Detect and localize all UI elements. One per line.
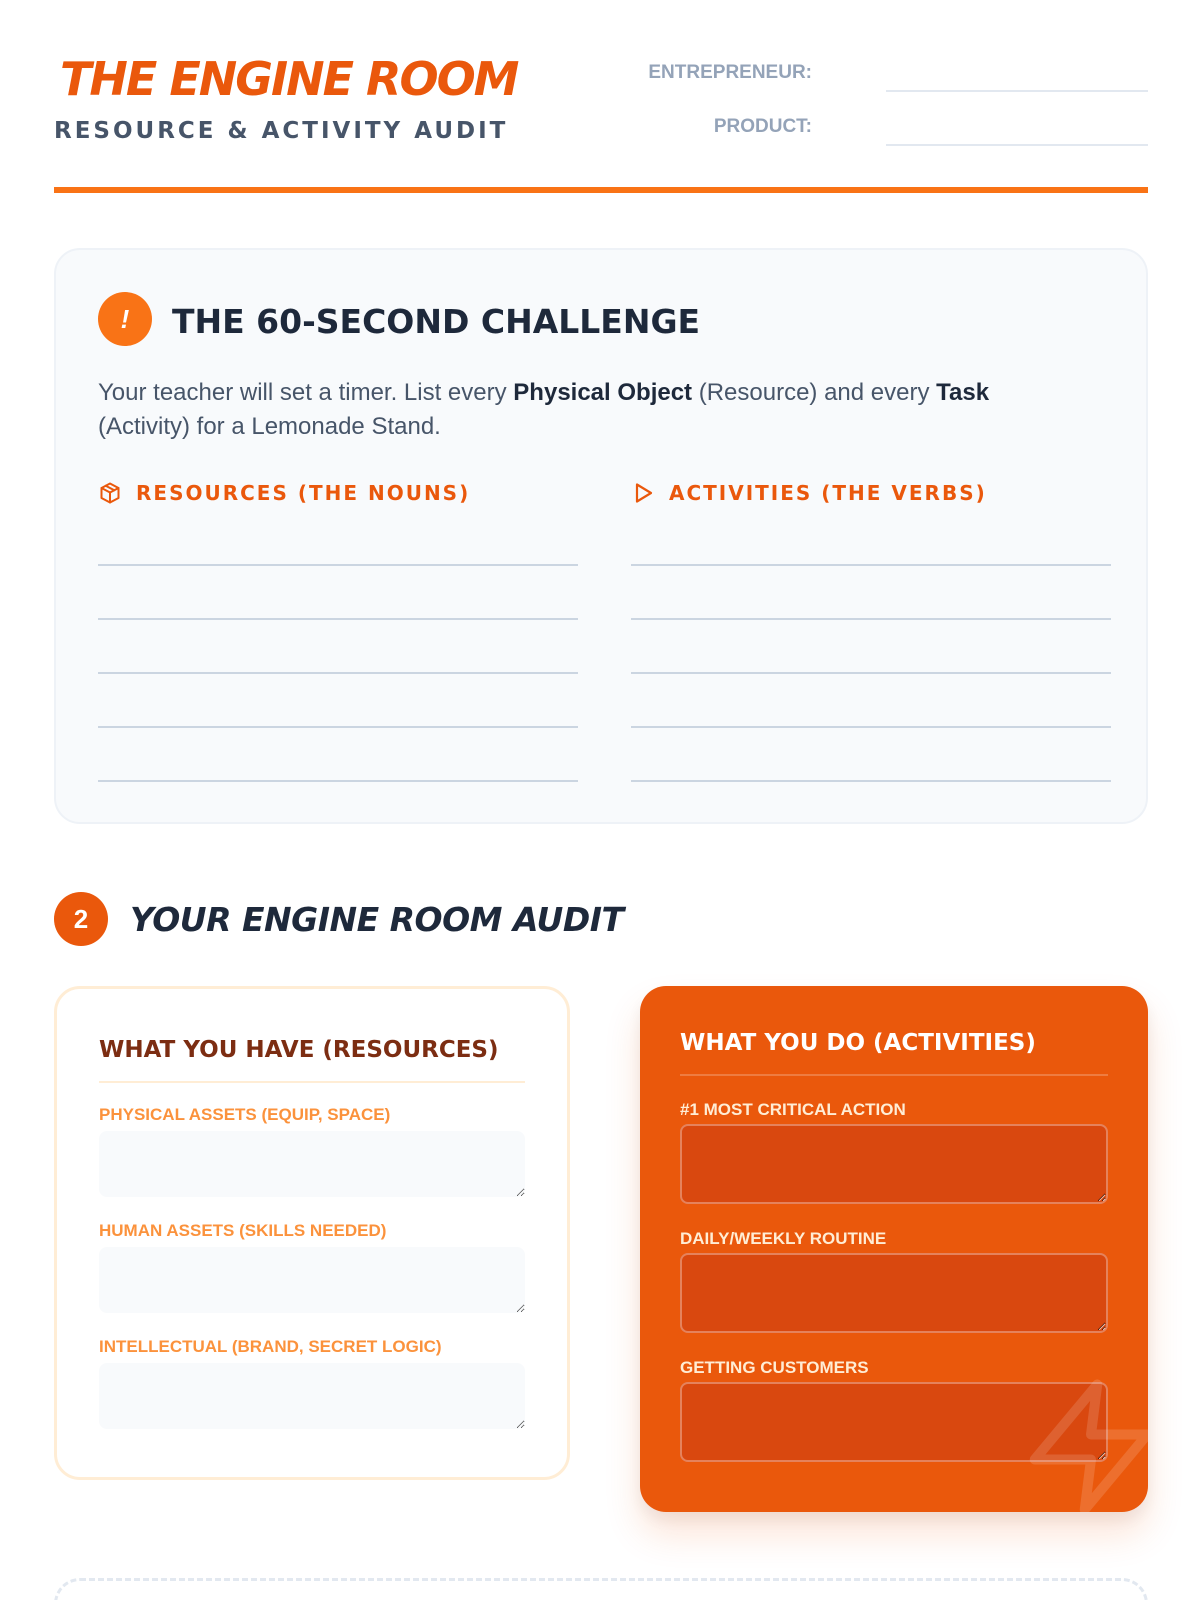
activities-heading-label: ACTIVITIES (THE VERBS) [669, 481, 987, 505]
resources-writing-lines [98, 512, 578, 782]
physical-assets-label: PHYSICAL ASSETS (EQUIP, SPACE) [99, 1105, 391, 1124]
human-assets-label: HUMAN ASSETS (SKILLS NEEDED) [99, 1221, 387, 1240]
resources-heading [98, 478, 470, 508]
resources-write-line[interactable] [98, 566, 578, 620]
getting-customers-label: GETTING CUSTOMERS [680, 1358, 869, 1377]
activities-writing-lines [631, 512, 1111, 782]
activities-card-title: WHAT YOU DO (ACTIVITIES) [680, 1030, 1036, 1056]
audit-title: YOUR ENGINE ROOM AUDIT [130, 900, 624, 939]
resources-card-title: WHAT YOU HAVE (RESOURCES) [99, 1037, 499, 1063]
box-icon [98, 481, 122, 505]
lightning-bolt-icon [1016, 1372, 1148, 1512]
resources-write-line[interactable] [98, 728, 578, 782]
entrepreneur-label: ENTREPRENEUR: [648, 62, 812, 83]
resources-card-divider [99, 1081, 525, 1083]
resources-write-line[interactable] [98, 512, 578, 566]
daily-routine-label: DAILY/WEEKLY ROUTINE [680, 1229, 887, 1248]
product-label: PRODUCT: [713, 116, 812, 137]
next-section-card [54, 1578, 1148, 1600]
worksheet-page [54, 0, 1148, 1600]
challenge-instructions [98, 376, 1058, 444]
alert-badge-icon: ! [98, 292, 152, 346]
resources-write-line[interactable] [98, 620, 578, 674]
header-divider [54, 187, 1148, 193]
entrepreneur-row [614, 52, 1148, 92]
intellectual-assets-field[interactable] [99, 1363, 525, 1429]
challenge-card [54, 248, 1148, 824]
human-assets-field[interactable] [99, 1247, 525, 1313]
intellectual-assets-label: INTELLECTUAL (BRAND, SECRET LOGIC) [99, 1337, 442, 1356]
worksheet-title: THE ENGINE ROOM [60, 52, 518, 106]
challenge-title: THE 60-SECOND CHALLENGE [172, 302, 701, 341]
resources-write-line[interactable] [98, 674, 578, 728]
activities-write-line[interactable] [631, 512, 1111, 566]
activities-write-line[interactable] [631, 566, 1111, 620]
activities-write-line[interactable] [631, 674, 1111, 728]
product-field[interactable] [886, 106, 1148, 146]
instructions-bold-resource: Physical Object [513, 379, 693, 406]
entrepreneur-field[interactable] [886, 52, 1148, 92]
critical-action-label: #1 MOST CRITICAL ACTION [680, 1100, 906, 1119]
section-number-badge: 2 [54, 892, 108, 946]
instructions-text: (Resource) and every [692, 379, 937, 406]
instructions-text: (Activity) for a Lemonade Stand. [98, 413, 441, 440]
activities-card-divider [680, 1074, 1108, 1076]
resources-card [54, 986, 570, 1480]
worksheet-subtitle: RESOURCE & ACTIVITY AUDIT [54, 118, 509, 144]
activities-write-line[interactable] [631, 620, 1111, 674]
physical-assets-field[interactable] [99, 1131, 525, 1197]
critical-action-field[interactable] [680, 1124, 1108, 1204]
activities-card [640, 986, 1148, 1512]
instructions-bold-task: Task [936, 379, 990, 406]
activities-write-line[interactable] [631, 728, 1111, 782]
instructions-text: Your teacher will set a timer. List every [98, 379, 514, 406]
product-row [614, 106, 1148, 146]
activities-heading [631, 478, 987, 508]
play-icon [631, 481, 655, 505]
resources-heading-label: RESOURCES (THE NOUNS) [136, 481, 471, 505]
daily-routine-field[interactable] [680, 1253, 1108, 1333]
